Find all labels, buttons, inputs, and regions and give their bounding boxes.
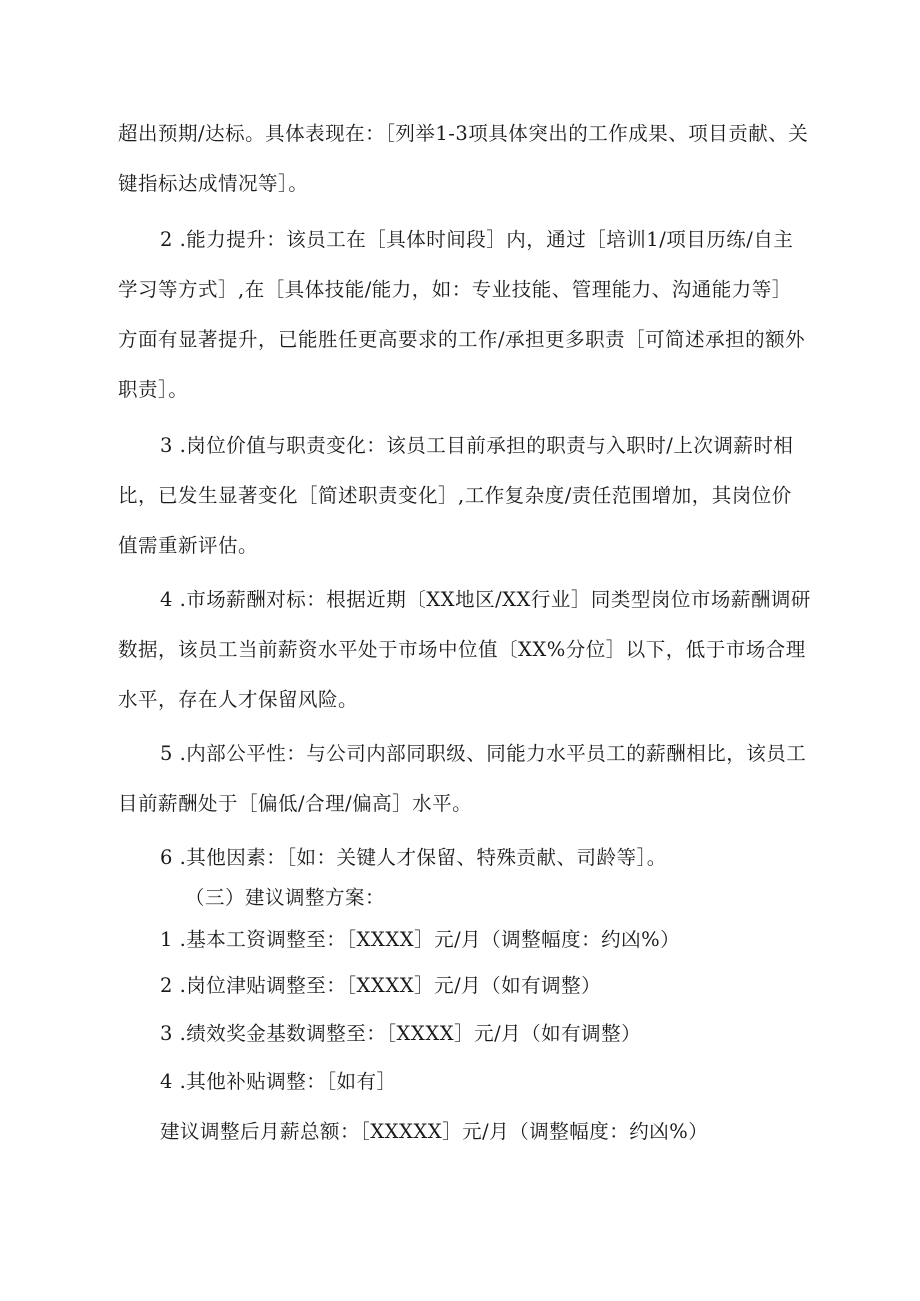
section-heading: （三）建议调整方案：	[185, 886, 386, 909]
text-line: 1 .基本工资调整至：［XXXX］元/月（调整幅度：约凶%）	[160, 928, 681, 951]
text-line: 2 .岗位津贴调整至：［XXXX］元/月（如有调整）	[160, 974, 602, 997]
text-line: 水平，存在人才保留风险。	[118, 688, 359, 711]
text-line: 键指标达成情况等］。	[118, 172, 309, 195]
text-line: 4 .其他补贴调整：［如有］	[160, 1070, 397, 1093]
text-line: 职责］。	[118, 378, 189, 401]
text-line: 3 .绩效奖金基数调整至：［XXXX］元/月（如有调整）	[160, 1022, 642, 1045]
text-line: 5 .内部公平性：与公司内部同职级、同能力水平员工的薪酬相比，该员工	[160, 742, 807, 765]
text-line: 学习等方式］,在［具体技能/能力，如：专业技能、管理能力、沟通能力等］	[118, 278, 792, 301]
text-line: 4 .市场薪酬对标：根据近期〔XX地区/XX行业］同类型岗位市场薪酬调研	[160, 588, 811, 611]
text-line: 比，已发生显著变化［简述职责变化］,工作复杂度/责任范围增加，其岗位价	[118, 484, 792, 507]
text-line: 6 .其他因素：［如：关键人才保留、特殊贡献、司龄等］。	[160, 846, 667, 869]
text-line: 建议调整后月薪总额：［XXXXX］元/月（调整幅度：约凶%）	[160, 1120, 709, 1143]
text-line: 目前薪酬处于［偏低/合理/偏高］水平。	[118, 792, 473, 815]
text-line: 数据，该员工当前薪资水平处于市场中位值〔XX%分位］以下，低于市场合理	[118, 638, 806, 661]
text-line: 2 .能力提升：该员工在［具体时间段］内，通过［培训1/项目历练/自主	[160, 228, 794, 251]
text-line: 值需重新评估。	[118, 534, 259, 557]
text-line: 方面有显著提升，已能胜任更高要求的工作/承担更多职责［可简述承担的额外	[118, 328, 806, 351]
text-line: 超出预期/达标。具体表现在：［列举1-3项具体突出的工作成果、项目贡献、关	[118, 122, 809, 145]
text-line: 3 .岗位价值与职责变化：该员工目前承担的职责与入职时/上次调薪时相	[160, 434, 794, 457]
